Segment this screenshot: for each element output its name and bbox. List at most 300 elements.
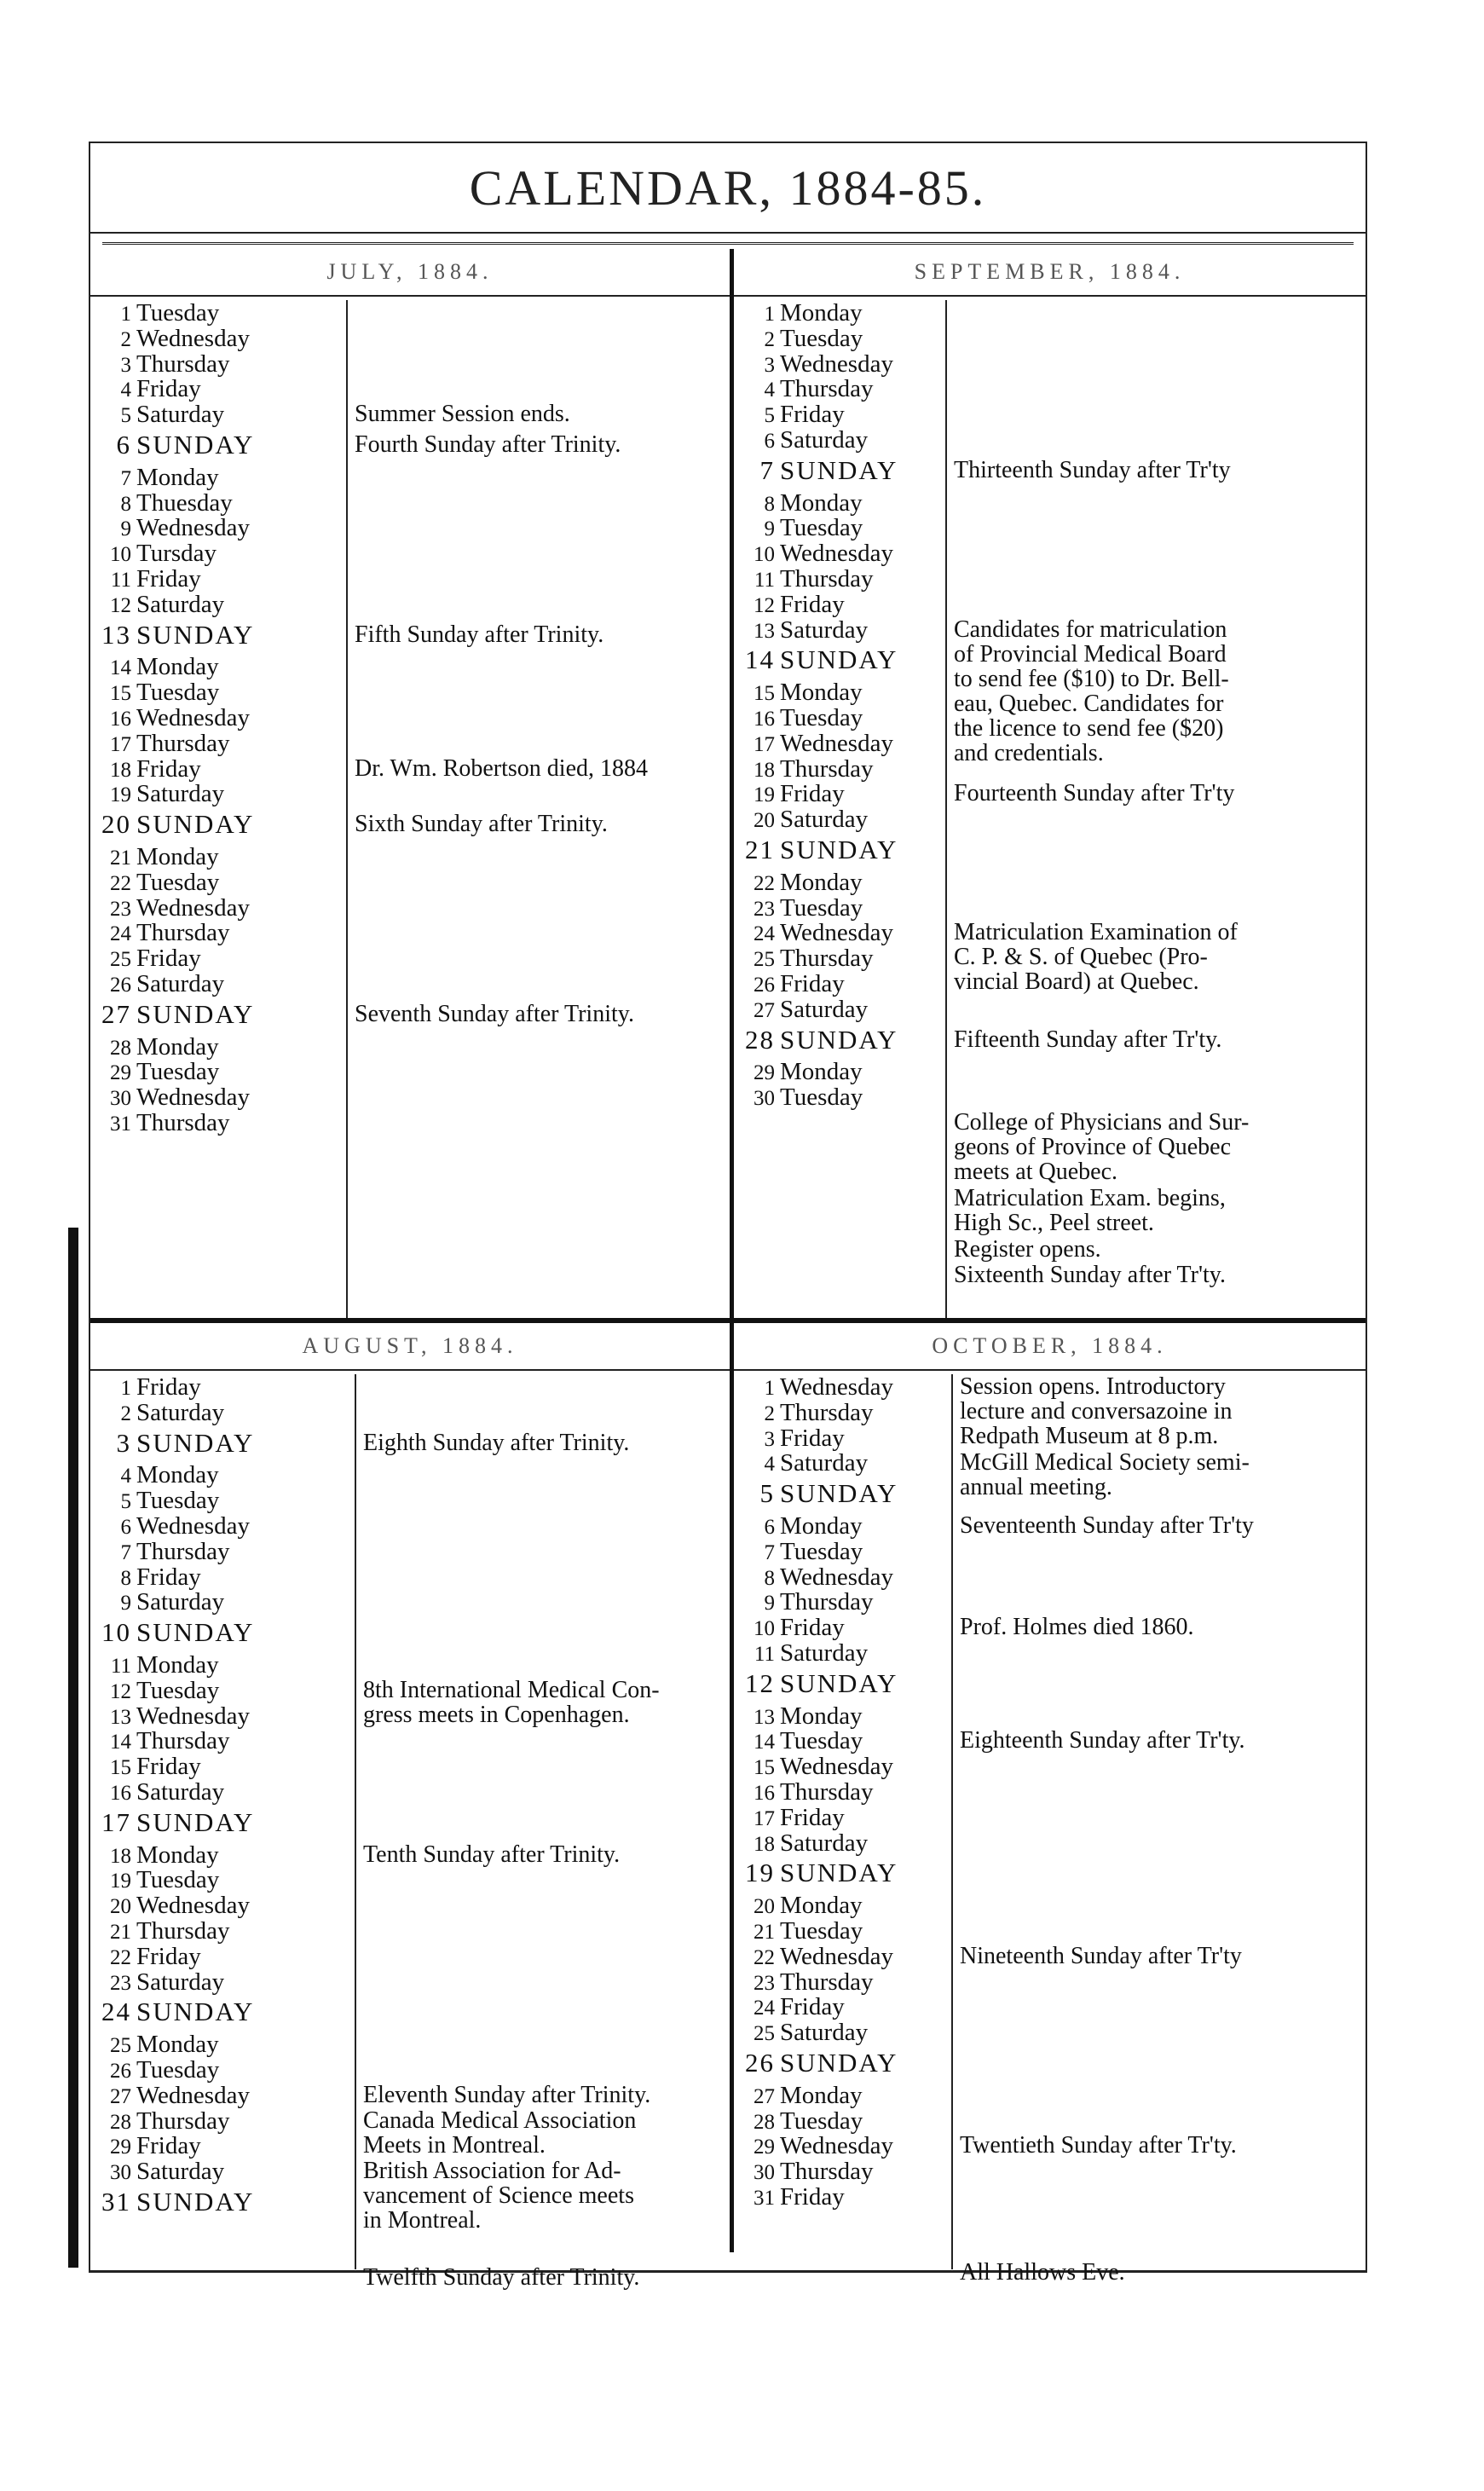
day-number: 13 <box>754 1705 775 1729</box>
day-row <box>742 1918 863 1945</box>
day-row <box>99 402 224 429</box>
day-number: 6 <box>764 1516 775 1539</box>
day-row <box>99 971 224 998</box>
day-number: 29 <box>110 1061 131 1085</box>
day-number: 15 <box>754 1756 775 1780</box>
day-name: Wednesday <box>780 350 893 378</box>
events-column <box>945 300 1366 1318</box>
day-number: 3 <box>764 353 775 377</box>
day-row <box>99 592 224 619</box>
day-number: 21 <box>110 847 131 870</box>
day-row <box>742 617 868 644</box>
day-name: Tuesday <box>136 299 220 327</box>
day-name: Tuesday <box>136 1676 220 1704</box>
day-name: Thursday <box>136 919 230 947</box>
day-name: Wednesday <box>136 514 250 542</box>
day-number: 4 <box>764 1453 775 1477</box>
day-number: 6 <box>116 430 131 459</box>
days-column <box>99 300 355 1318</box>
day-row <box>99 870 219 897</box>
day-name: SUNDAY <box>136 1997 255 2027</box>
day-name: Tursday <box>136 540 217 568</box>
calendar-event: British Association for Ad- vancement of Science meets in Montreal. <box>363 2158 634 2234</box>
day-name: Wednesday <box>780 729 893 757</box>
day-number: 8 <box>120 1566 131 1590</box>
day-number: 23 <box>754 897 775 921</box>
day-row <box>99 540 217 568</box>
day-name: SUNDAY <box>780 2048 898 2078</box>
day-row <box>742 1805 845 1832</box>
day-number: 3 <box>120 353 131 377</box>
day-number: 21 <box>110 1921 131 1944</box>
day-name: Tuesday <box>780 704 863 731</box>
calendar-event: Register opens. <box>954 1236 1101 1263</box>
day-name: SUNDAY <box>136 998 255 1029</box>
calendar-event: Thirteenth Sunday after Tr'ty <box>954 456 1231 483</box>
sunday-row <box>99 619 255 650</box>
day-number: 27 <box>110 2084 131 2108</box>
page-title: CALENDAR, 1884-85. <box>90 143 1366 234</box>
day-name: Saturday <box>780 426 869 454</box>
day-name: Thursday <box>780 1588 874 1616</box>
calendar-event: Candidates for matriculation of Provincial Medical Board to send fee ($10) to Dr. Bell- eau, Quebec. Candidates for the licence to send fee ($20) and credentials. <box>954 616 1229 766</box>
day-name: Tuesday <box>136 2056 220 2084</box>
calendar-event: Matriculation Exam. begins, High Sc., Peel street. <box>954 1185 1226 1237</box>
day-name: Saturday <box>136 780 225 808</box>
day-number: 27 <box>754 998 775 1022</box>
day-name: Friday <box>136 1563 201 1591</box>
day-row <box>742 1640 868 1667</box>
day-name: Monday <box>780 1892 863 1920</box>
day-row <box>742 592 845 619</box>
day-number: 28 <box>745 1024 775 1055</box>
day-row <box>742 997 868 1024</box>
day-number: 12 <box>745 1667 775 1698</box>
calendar-event: Twentieth Sunday after Tr'ty. <box>960 2132 1237 2159</box>
day-number: 12 <box>110 1679 131 1703</box>
sunday-row <box>742 2050 898 2076</box>
day-row <box>742 971 845 998</box>
day-row <box>742 2083 863 2110</box>
calendar-event: Fourth Sunday after Trinity. <box>355 431 621 458</box>
calendar-event: Sixteenth Sunday after Tr'ty. <box>954 1261 1226 1288</box>
title-rule <box>102 242 1354 245</box>
day-row <box>99 300 219 327</box>
day-name: Saturday <box>136 1588 225 1616</box>
day-name: Tuesday <box>136 679 220 707</box>
day-name: Wednesday <box>780 1373 893 1401</box>
day-name: Monday <box>780 679 863 707</box>
day-name: SUNDAY <box>136 1806 255 1837</box>
day-row <box>742 679 863 707</box>
day-number: 14 <box>110 1731 131 1754</box>
day-number: 9 <box>120 517 131 541</box>
day-name: Tuesday <box>136 1487 220 1515</box>
day-number: 10 <box>110 543 131 567</box>
day-number: 1 <box>120 303 131 326</box>
day-name: SUNDAY <box>780 1024 898 1055</box>
day-name: Friday <box>136 945 201 973</box>
day-number: 15 <box>110 682 131 706</box>
day-number: 7 <box>764 1540 775 1564</box>
day-number: 16 <box>110 1782 131 1805</box>
calendar-event: Eighth Sunday after Trinity. <box>363 1429 630 1456</box>
day-name: SUNDAY <box>136 1427 255 1458</box>
day-name: Monday <box>780 1702 863 1730</box>
day-row <box>742 1615 845 1642</box>
day-row <box>742 1944 893 1971</box>
day-number: 10 <box>754 543 775 567</box>
quadrant-july <box>90 249 730 1318</box>
day-row <box>99 1678 219 1705</box>
day-number: 2 <box>120 1402 131 1425</box>
day-number: 6 <box>120 1516 131 1539</box>
day-row <box>742 1728 863 1755</box>
day-name: Tuesday <box>780 1917 863 1945</box>
day-name: SUNDAY <box>780 835 898 864</box>
day-row <box>99 1034 219 1061</box>
day-row <box>99 895 250 922</box>
day-row <box>742 705 863 732</box>
day-name: Thursday <box>136 729 230 757</box>
day-row <box>99 705 250 732</box>
day-number: 24 <box>754 1997 775 2020</box>
day-number: 1 <box>120 1377 131 1400</box>
day-name: Wednesday <box>136 1892 250 1920</box>
day-name: Saturday <box>136 1398 225 1426</box>
day-name: Monday <box>136 1841 219 1869</box>
day-number: 2 <box>764 1402 775 1425</box>
day-row <box>742 402 845 429</box>
day-name: Saturday <box>780 995 869 1023</box>
day-row <box>742 1084 863 1112</box>
day-number: 16 <box>754 1782 775 1805</box>
day-number: 17 <box>754 732 775 756</box>
day-number: 15 <box>754 682 775 706</box>
day-number: 26 <box>110 974 131 997</box>
day-row <box>742 1994 845 2021</box>
day-row <box>742 2159 874 2186</box>
day-name: SUNDAY <box>780 1667 898 1698</box>
day-row <box>742 1754 893 1781</box>
day-name: Thursday <box>136 1537 230 1565</box>
events-column <box>346 300 730 1318</box>
day-name: Saturday <box>780 616 869 644</box>
day-number: 28 <box>754 2110 775 2134</box>
day-number: 7 <box>759 454 775 485</box>
day-name: Friday <box>780 1803 845 1831</box>
day-number: 4 <box>764 379 775 402</box>
day-number: 8 <box>764 1566 775 1590</box>
day-name: Wednesday <box>136 704 250 731</box>
day-name: Thursday <box>780 945 874 973</box>
events-column <box>951 1373 1366 2286</box>
days-column <box>742 1374 951 2269</box>
days-column <box>742 300 951 1318</box>
day-number: 5 <box>759 1478 775 1509</box>
calendar-event: Fourteenth Sunday after Tr'ty <box>954 780 1235 807</box>
day-row <box>742 1969 874 1997</box>
day-name: Saturday <box>136 1778 225 1806</box>
day-name: SUNDAY <box>136 619 255 650</box>
calendar-event: 8th International Medical Con- gress meets in Copenhagen. <box>363 1676 660 1728</box>
binding-edge <box>68 1228 78 2268</box>
day-number: 5 <box>120 404 131 428</box>
day-name: Wednesday <box>780 1563 893 1591</box>
quadrant-september <box>734 249 1366 1318</box>
day-number: 5 <box>120 1490 131 1514</box>
day-name: Monday <box>136 1461 219 1489</box>
day-number: 30 <box>754 1087 775 1111</box>
day-name: Monday <box>780 1058 863 1086</box>
day-row <box>99 566 201 593</box>
day-number: 21 <box>754 1921 775 1944</box>
day-number: 30 <box>754 2161 775 2185</box>
day-number: 7 <box>120 1540 131 1564</box>
day-row <box>742 515 863 542</box>
day-row <box>99 1374 201 1402</box>
day-row <box>742 1564 893 1592</box>
day-number: 20 <box>101 809 131 840</box>
day-number: 5 <box>764 404 775 428</box>
calendar-event: Eighteenth Sunday after Tr'ty. <box>960 1727 1245 1754</box>
day-row <box>742 326 863 353</box>
day-row <box>99 1059 219 1086</box>
day-row <box>742 1513 863 1540</box>
day-number: 10 <box>754 1617 775 1641</box>
day-name: SUNDAY <box>780 644 898 675</box>
day-row <box>99 1754 201 1781</box>
day-row <box>99 1867 219 1894</box>
sunday-row <box>99 1999 254 2025</box>
sunday-row <box>742 1667 898 1698</box>
calendar-event: College of Physicians and Sur- geons of Province of Quebec meets at Quebec. <box>954 1109 1250 1185</box>
calendar-event: All Hallows Eve. <box>960 2259 1125 2286</box>
calendar-event: Nineteenth Sunday after Tr'ty <box>960 1942 1242 1969</box>
calendar-event: Seventeenth Sunday after Tr'ty <box>960 1512 1254 1539</box>
day-row <box>99 1969 224 1997</box>
day-name: Monday <box>136 1651 219 1679</box>
day-number: 23 <box>110 897 131 921</box>
calendar-event: Prof. Holmes died 1860. <box>960 1614 1194 1641</box>
day-row <box>99 1513 250 1540</box>
quadrant-august <box>90 1323 730 2292</box>
day-name: Thursday <box>136 2107 230 2135</box>
day-name: Tuesday <box>780 2107 863 2135</box>
day-name: Saturday <box>136 1968 225 1996</box>
month-header: JULY, 1884. <box>90 249 730 297</box>
day-row <box>742 490 863 517</box>
day-row <box>99 326 250 353</box>
day-name: Monday <box>780 488 863 517</box>
day-number: 22 <box>754 1945 775 1969</box>
day-row <box>742 945 874 973</box>
day-name: Thuesday <box>136 488 233 517</box>
day-name: Friday <box>780 1424 845 1452</box>
day-row <box>742 1059 863 1086</box>
day-name: Monday <box>780 868 863 896</box>
sunday-row <box>742 837 898 863</box>
day-row <box>742 781 845 808</box>
day-name: Thursday <box>780 1398 874 1426</box>
day-name: Monday <box>136 2031 219 2059</box>
day-number: 13 <box>110 1705 131 1729</box>
day-name: Wednesday <box>136 2081 250 2109</box>
day-number: 22 <box>110 1945 131 1969</box>
calendar-event: Matriculation Examination of C. P. & S. of Quebec (Pro- vincial Board) at Quebec. <box>954 919 1238 996</box>
day-name: Wednesday <box>136 1084 250 1112</box>
day-number: 17 <box>110 732 131 756</box>
day-number: 30 <box>110 1087 131 1111</box>
day-row <box>99 2032 219 2059</box>
calendar-event: Tenth Sunday after Trinity. <box>363 1841 621 1868</box>
day-number: 20 <box>110 1895 131 1919</box>
day-number: 11 <box>110 569 131 592</box>
horizontal-divider <box>90 1318 1366 1323</box>
day-number: 18 <box>754 758 775 782</box>
sunday-row <box>99 1806 255 1837</box>
day-number: 8 <box>764 492 775 516</box>
day-name: Thursday <box>780 2158 874 2186</box>
day-number: 23 <box>110 1971 131 1995</box>
day-number: 29 <box>110 2136 131 2159</box>
day-row <box>99 844 219 871</box>
sunday-row <box>99 998 255 1029</box>
day-number: 1 <box>764 1377 775 1400</box>
day-row <box>742 1400 874 1427</box>
day-name: Thursday <box>136 350 230 378</box>
day-number: 18 <box>754 1832 775 1856</box>
day-name: Tuesday <box>136 868 220 896</box>
quadrant-october <box>734 1323 1366 2286</box>
day-name: Saturday <box>136 2158 225 2186</box>
day-name: Saturday <box>780 1449 869 1477</box>
day-row <box>742 2108 863 2136</box>
day-row <box>99 490 233 517</box>
calendar-event: Fifth Sunday after Trinity. <box>355 621 604 648</box>
day-name: Saturday <box>780 2019 869 2047</box>
day-name: Tuesday <box>780 1084 863 1112</box>
day-row <box>99 1728 230 1755</box>
sunday-row <box>99 809 255 840</box>
day-name: Saturday <box>780 806 869 834</box>
day-name: Wednesday <box>136 324 250 352</box>
day-number: 10 <box>101 1617 131 1648</box>
day-name: Saturday <box>780 1639 869 1667</box>
day-row <box>99 2159 224 2186</box>
vertical-divider <box>730 249 734 2252</box>
day-number: 21 <box>745 835 775 864</box>
day-row <box>99 2083 250 2110</box>
day-number: 25 <box>110 2034 131 2058</box>
day-row <box>742 1374 893 1402</box>
calendar-event: Dr. Wm. Robertson died, 1884 <box>355 754 649 782</box>
day-row <box>742 1425 845 1453</box>
day-row <box>742 1589 874 1616</box>
sunday-row <box>742 1478 898 1509</box>
day-number: 22 <box>110 871 131 895</box>
day-number: 30 <box>110 2161 131 2185</box>
day-number: 24 <box>754 922 775 946</box>
sunday-row <box>742 454 898 485</box>
day-name: Thursday <box>136 1727 230 1755</box>
sunday-row <box>99 432 254 458</box>
day-number: 11 <box>754 569 775 592</box>
month-header: AUGUST, 1884. <box>90 1323 730 1371</box>
day-row <box>742 2133 893 2160</box>
day-name: Thursday <box>780 1968 874 1996</box>
day-number: 16 <box>754 708 775 731</box>
day-number: 19 <box>110 1870 131 1893</box>
day-number: 9 <box>764 1592 775 1615</box>
day-name: Thursday <box>780 754 874 783</box>
day-number: 31 <box>110 1113 131 1136</box>
day-number: 19 <box>745 1858 775 1888</box>
day-number: 24 <box>110 922 131 946</box>
day-number: 14 <box>110 656 131 680</box>
day-row <box>742 376 874 403</box>
day-row <box>99 1893 250 1920</box>
day-row <box>742 806 868 834</box>
day-number: 3 <box>116 1427 131 1458</box>
day-number: 25 <box>754 948 775 972</box>
day-name: Thursday <box>780 375 874 403</box>
day-row <box>99 1779 224 1806</box>
day-row <box>99 2057 219 2084</box>
day-number: 13 <box>754 619 775 643</box>
day-row <box>99 465 219 492</box>
day-row <box>742 1893 863 1920</box>
day-name: Monday <box>136 463 219 491</box>
day-row <box>742 756 874 783</box>
day-number: 9 <box>120 1592 131 1615</box>
day-number: 13 <box>101 619 131 650</box>
day-name: Saturday <box>136 970 225 997</box>
day-row <box>742 566 874 593</box>
days-column <box>99 1374 363 2269</box>
day-name: Friday <box>780 1993 845 2021</box>
day-row <box>99 731 230 758</box>
calendar-page <box>89 142 1367 2292</box>
day-name: Friday <box>780 590 845 618</box>
day-row <box>742 895 863 922</box>
day-number: 12 <box>110 593 131 617</box>
day-number: 22 <box>754 871 775 895</box>
day-number: 3 <box>764 1427 775 1451</box>
day-number: 9 <box>764 517 775 541</box>
day-row <box>99 654 219 681</box>
day-name: Wednesday <box>780 1942 893 1970</box>
day-number: 29 <box>754 2136 775 2159</box>
day-row <box>742 1779 874 1806</box>
day-number: 19 <box>754 783 775 807</box>
day-row <box>99 1488 219 1515</box>
sunday-row <box>742 1024 898 1055</box>
calendar-event: Summer Session ends. <box>355 401 570 428</box>
day-name: Tuesday <box>780 514 863 542</box>
day-row <box>99 1110 230 1137</box>
day-name: SUNDAY <box>136 809 255 840</box>
day-row <box>742 427 868 454</box>
day-name: Friday <box>136 2132 201 2160</box>
day-row <box>742 2184 845 2211</box>
day-number: 26 <box>745 2048 775 2078</box>
day-row <box>99 920 230 947</box>
day-name: Friday <box>780 780 845 808</box>
day-number: 27 <box>754 2084 775 2108</box>
day-name: Wednesday <box>780 540 893 568</box>
day-name: Wednesday <box>780 2132 893 2160</box>
